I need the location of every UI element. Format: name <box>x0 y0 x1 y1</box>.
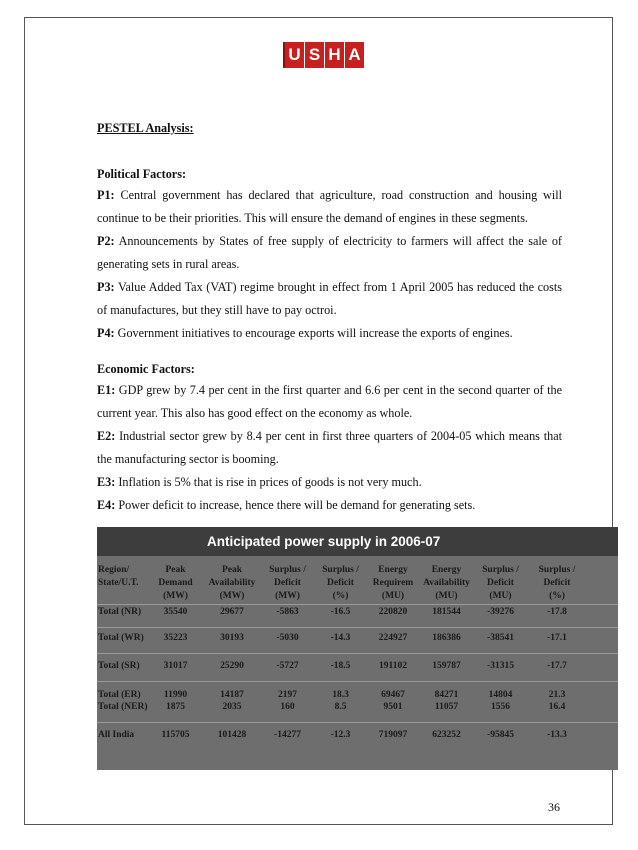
political-item: P4: Government initiatives to encourage exports will increase the exports of engines. <box>97 326 513 340</box>
table-row: All India 115705 101428 -14277 -12.3 719097 623252 -95845 -13.3 <box>98 730 567 740</box>
logo-letter: A <box>345 42 364 68</box>
row-divider <box>97 722 618 723</box>
column-header: Peak Demand (MW) <box>158 565 193 601</box>
logo-letter: H <box>325 42 344 68</box>
column-header: Energy Availability (MU) <box>423 565 470 601</box>
column-header: Surplus / Deficit (%) <box>322 565 359 601</box>
page-heading: PESTEL Analysis: <box>97 121 194 135</box>
economic-factors-title: Economic Factors: <box>97 362 195 376</box>
political-item: P2: Announcements by States of free supply of electricity to farmers will affect the sale of generating sets in rural areas. <box>97 234 562 271</box>
column-header: Region/ State/U.T. <box>98 565 139 588</box>
political-item: P1: Central government has declared that agriculture, road construction and housing will continue to be their priorities. This will ensure the demand of engines in these segments. <box>97 188 562 225</box>
table-row: Total (ER) 11990 14187 2197 18.3 69467 84271 14804 21.3 <box>98 690 566 700</box>
political-factors-title: Political Factors: <box>97 167 187 181</box>
economic-item: E3: Inflation is 5% that is rise in prices of goods is not very much. <box>97 475 422 489</box>
economic-item: E1: GDP grew by 7.4 per cent in the first quarter and 6.6 per cent in the second quarter of the current year. This also has good effect on the economy as whole. <box>97 383 562 420</box>
economic-item: E4: Power deficit to increase, hence there will be demand for generating sets. <box>97 498 476 512</box>
column-header: Surplus / Deficit (%) <box>538 565 576 601</box>
table-row: Total (SR) 31017 25290 -5727 -18.5 191102 159787 -31315 -17.7 <box>98 661 567 671</box>
column-header: Peak Availability (MW) <box>208 565 256 601</box>
table-header-row <box>97 564 618 603</box>
table-row: Total (WR) 35223 30193 -5030 -14.3 224927 186386 -38541 -17.1 <box>98 633 567 643</box>
logo-letter: U <box>283 42 304 68</box>
document-body <box>97 118 562 517</box>
usha-logo <box>283 42 364 68</box>
table-row: Total (NER) 1875 2035 160 8.5 9501 11057 1556 16.4 <box>98 702 566 712</box>
logo-letter: S <box>305 42 324 68</box>
page-number: 36 <box>548 800 560 814</box>
table-row: Total (NR) 35540 29677 -5863 -16.5 220820 181544 -39276 -17.8 <box>98 607 567 617</box>
power-supply-table <box>97 527 618 770</box>
row-divider <box>97 653 618 654</box>
column-header: Energy Requirem (MU) <box>372 565 414 601</box>
economic-item: E2: Industrial sector grew by 8.4 per cent in first three quarters of 2004-05 which means that the manufacturing sector is booming. <box>97 429 562 466</box>
row-divider <box>97 627 618 628</box>
column-header: Surplus / Deficit (MW) <box>269 565 306 601</box>
political-item: P3: Value Added Tax (VAT) regime brought in effect from 1 April 2005 has reduced the costs of manufactures, but they still have to pay octroi. <box>97 280 562 317</box>
table-body <box>97 556 618 770</box>
column-header: Surplus / Deficit (MU) <box>482 565 519 601</box>
table-title: Anticipated power supply in 2006-07 <box>97 527 618 556</box>
row-divider <box>97 681 618 682</box>
